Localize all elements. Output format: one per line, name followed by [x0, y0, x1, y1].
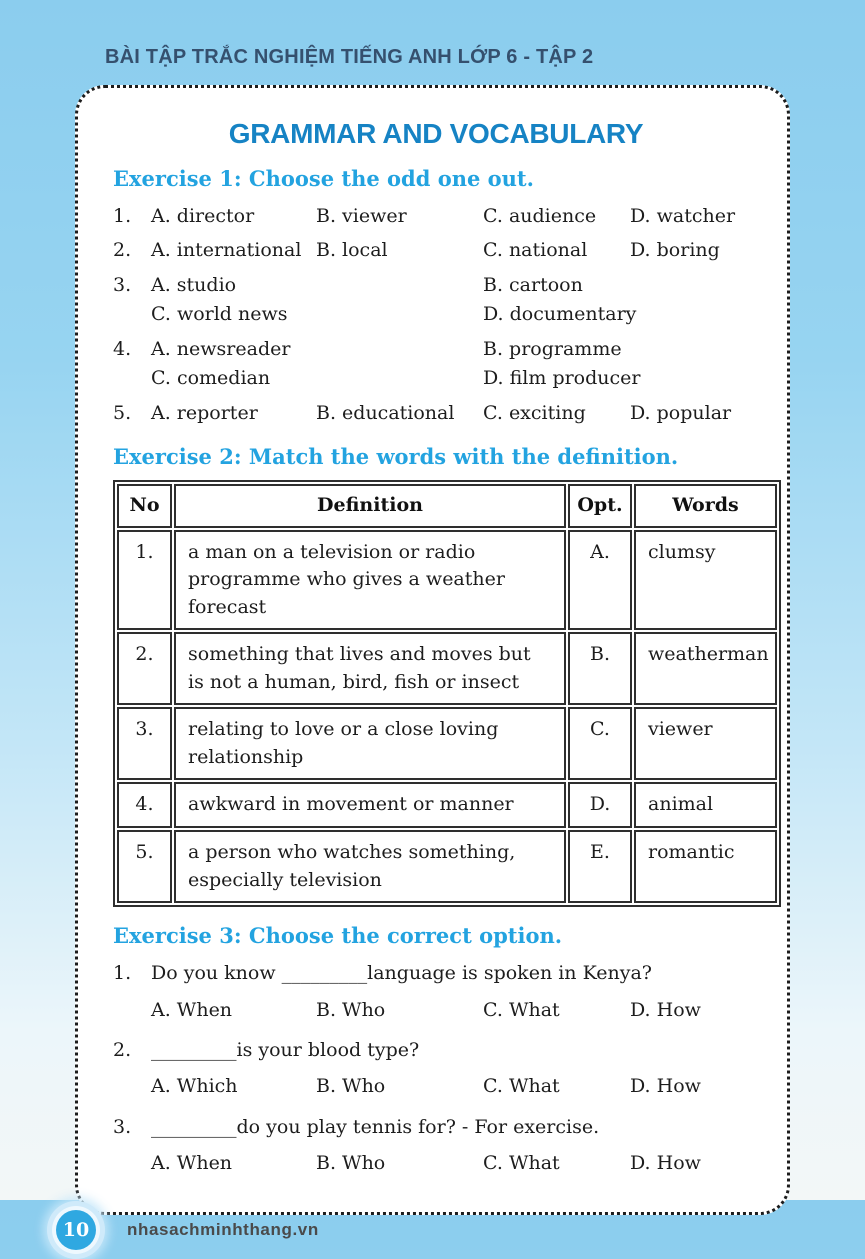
option-text: B. local: [316, 239, 388, 262]
cell-word: weatherman: [634, 632, 777, 705]
column-header: Definition: [174, 484, 566, 528]
cell-word: viewer: [634, 707, 777, 780]
item-number: 2.: [113, 239, 132, 262]
option-text: B. Who: [316, 1152, 386, 1175]
book-header: [0, 0, 865, 69]
exercise3-question: [113, 1113, 759, 1179]
page-title: GRAMMAR AND VOCABULARY: [228, 118, 644, 149]
option-text: D. film producer: [483, 367, 641, 390]
option-text: A. Which: [151, 1075, 238, 1098]
table-row: [117, 632, 777, 705]
website-url: nhasachminhthang.vn: [127, 1219, 319, 1239]
item-number: 4.: [113, 337, 132, 360]
cell-opt: D.: [568, 782, 632, 828]
option-text: A. When: [151, 1152, 233, 1175]
exercise1-item: [113, 202, 759, 231]
option-text: D. watcher: [630, 205, 736, 227]
exercise3-heading: Exercise 3: Choose the correct option.: [113, 923, 563, 949]
question-line: [113, 1113, 759, 1142]
option-text: C. world news: [151, 303, 288, 326]
book-series-title: BÀI TẬP TRẮC NGHIỆM TIẾNG ANH LỚP 6 - TẬP 2: [105, 46, 594, 68]
option-text: D. documentary: [483, 303, 637, 326]
question-line: [113, 1036, 759, 1065]
column-header: Opt.: [568, 484, 632, 528]
table-header-row: [117, 484, 777, 528]
question-text: _________do you play tennis for? - For exercise.: [151, 1115, 600, 1138]
page-footer: [0, 1201, 865, 1259]
cell-no: 2.: [117, 632, 172, 705]
option-text: A. international: [151, 239, 302, 262]
item-number: 3.: [113, 273, 132, 296]
table-row: [117, 782, 777, 828]
exercise2-heading: Exercise 2: Match the words with the definition.: [113, 444, 679, 470]
column-header: No: [117, 484, 172, 528]
option-text: A. newsreader: [151, 337, 291, 360]
question-number: 2.: [113, 1038, 132, 1061]
cell-opt: A.: [568, 530, 632, 631]
cell-word: romantic: [634, 830, 777, 903]
question-text: _________is your blood type?: [151, 1038, 420, 1061]
item-number: 5.: [113, 401, 132, 424]
option-text: B. viewer: [316, 205, 407, 227]
cell-word: animal: [634, 782, 777, 828]
exercise3-question: [113, 959, 759, 1025]
exercise3-list: [113, 959, 759, 1179]
option-text: D. boring: [630, 239, 720, 262]
item-number: 1.: [113, 205, 132, 227]
cell-definition: awkward in movement or manner: [174, 782, 566, 828]
table-row: [117, 830, 777, 903]
content-card: [75, 85, 790, 1215]
cell-no: 4.: [117, 782, 172, 828]
question-number: 3.: [113, 1115, 132, 1138]
option-text: C. What: [483, 1152, 560, 1175]
option-text: D. How: [630, 998, 701, 1021]
table-row: [117, 707, 777, 780]
exercise1-item: [113, 236, 759, 265]
option-text: A. reporter: [151, 401, 258, 424]
option-text: C. exciting: [483, 401, 586, 424]
option-text: A. When: [151, 998, 233, 1021]
exercise1-list: [113, 202, 759, 428]
cell-opt: C.: [568, 707, 632, 780]
exercise1-item: [113, 399, 759, 428]
option-text: B. cartoon: [483, 273, 583, 296]
table-row: [117, 530, 777, 631]
option-text: A. studio: [151, 273, 237, 296]
cell-opt: E.: [568, 830, 632, 903]
cell-definition: a person who watches something, especially television: [174, 830, 566, 903]
option-text: D. How: [630, 1075, 701, 1098]
question-number: 1.: [113, 962, 132, 985]
question-options: [113, 1149, 759, 1178]
option-text: A. director: [151, 205, 255, 227]
cell-no: 3.: [117, 707, 172, 780]
option-text: D. How: [630, 1152, 701, 1175]
cell-no: 1.: [117, 530, 172, 631]
option-text: C. national: [483, 239, 588, 262]
option-text: B. programme: [483, 337, 622, 360]
question-text: Do you know _________language is spoken in Kenya?: [151, 962, 652, 985]
cell-definition: a man on a television or radio programme who gives a weather forecast: [174, 530, 566, 631]
exercise1-item: [113, 335, 759, 394]
question-line: [113, 959, 759, 988]
exercise3-question: [113, 1036, 759, 1102]
exercise2-table: [113, 480, 781, 907]
option-text: B. educational: [316, 401, 455, 424]
page-number: 10: [62, 1218, 90, 1241]
cell-definition: something that lives and moves but is not a human, bird, fish or insect: [174, 632, 566, 705]
cell-opt: B.: [568, 632, 632, 705]
option-text: C. audience: [483, 205, 597, 227]
option-text: C. What: [483, 998, 560, 1021]
option-text: B. Who: [316, 1075, 386, 1098]
cell-definition: relating to love or a close loving relationship: [174, 707, 566, 780]
cell-no: 5.: [117, 830, 172, 903]
option-text: C. What: [483, 1075, 560, 1098]
page-number-badge: [47, 1201, 105, 1259]
exercise1-item: [113, 271, 759, 330]
option-text: C. comedian: [151, 367, 271, 390]
cell-word: clumsy: [634, 530, 777, 631]
column-header: Words: [634, 484, 777, 528]
exercise1-heading: Exercise 1: Choose the odd one out.: [113, 166, 534, 191]
option-text: D. popular: [630, 401, 732, 424]
option-text: B. Who: [316, 998, 386, 1021]
question-options: [113, 1072, 759, 1101]
question-options: [113, 996, 759, 1025]
